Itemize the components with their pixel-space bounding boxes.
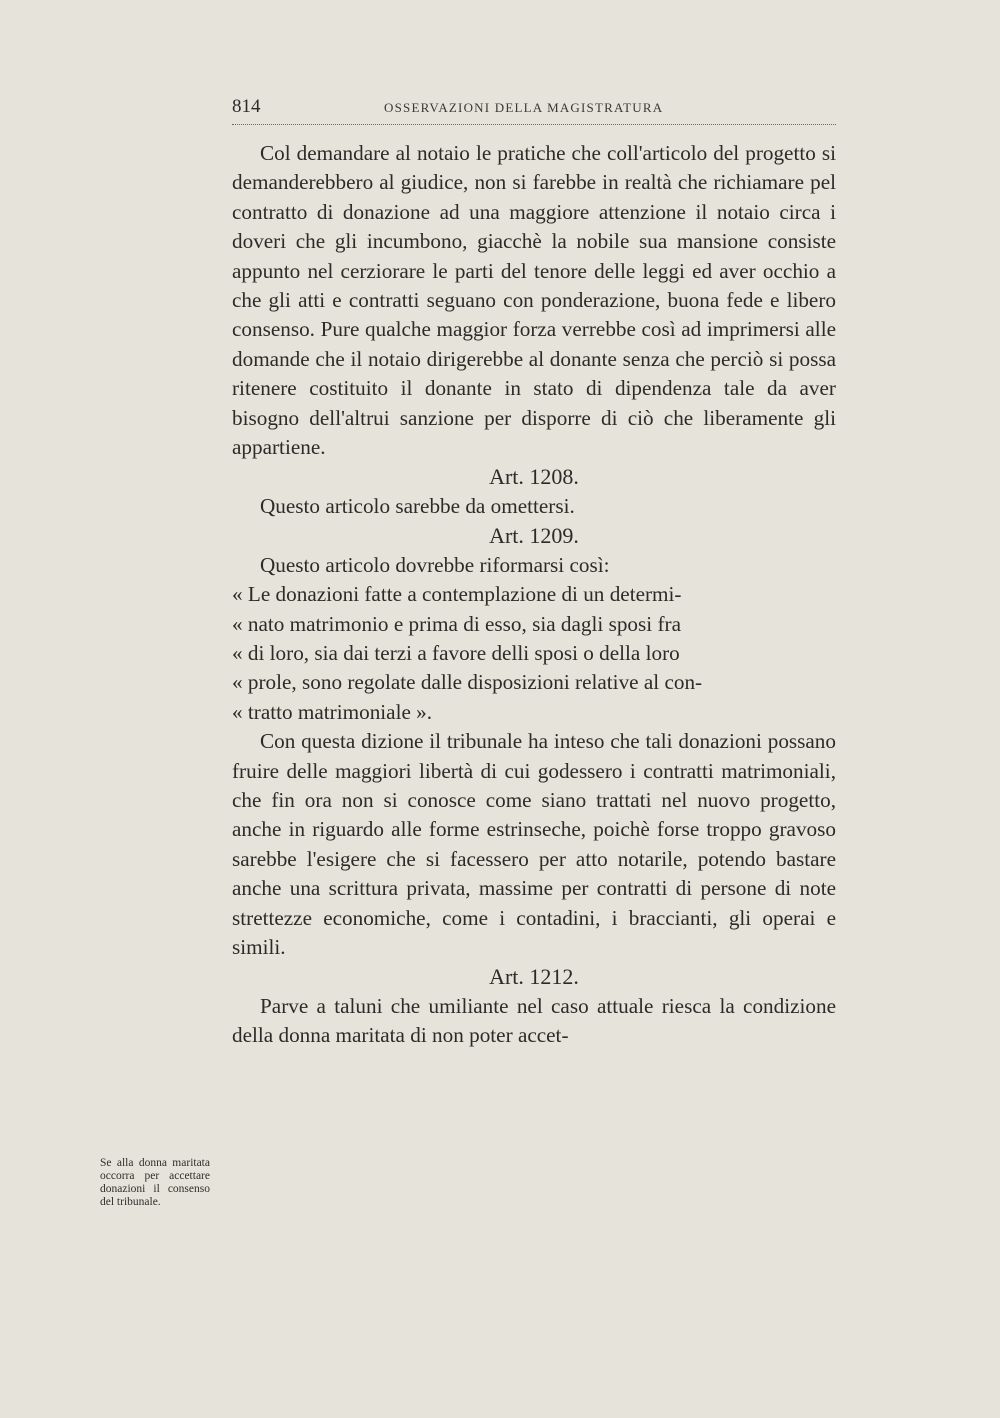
art-1208-heading: Art. 1208. — [489, 464, 579, 490]
running-head: OSSERVAZIONI DELLA MAGISTRATURA — [384, 100, 664, 115]
quote-line: « di loro, sia dai terzi a favore delli sposi o della loro — [232, 640, 680, 665]
marginal-note: Se alla donna maritata occorra per accettare donazioni il consenso del tribunale. — [100, 1157, 210, 1208]
art-1209-heading: Art. 1209. — [489, 523, 579, 549]
art-1212-heading: Art. 1212. — [489, 964, 579, 990]
quote-line: « prole, sono regolate dalle disposizioni relative al con- — [232, 670, 703, 695]
quote-line: « nato matrimonio e prima di esso, sia dagli sposi fra — [232, 611, 681, 636]
art-1212-text: Parve a taluni che umiliante nel caso attuale riesca la condizione della donna maritata di non poter accet- — [232, 993, 836, 1048]
art-1208-text: Questo articolo sarebbe da omettersi. — [260, 493, 575, 518]
quote-line: « tratto matrimoniale ». — [232, 699, 433, 724]
art-1209-comment: Con questa dizione il tribunale ha inteso che tali donazioni possano fruire delle maggiori libertà di cui godessero i contratti matrimoniali, che fin ora non si conosce come siano trattati nel nuovo progetto, anche in riguardo alle forme estrinseche, poichè forse troppo gravoso sarebbe l'esigere che si facessero per atto notarile, potendo bastare anche una scrittura privata, massime per contratti di persone di note strettezze economiche, come i contadini, i braccianti, gli operai e simili. — [232, 729, 836, 959]
art-1209-quote — [232, 580, 836, 727]
paragraph-intro: Col demandare al notaio le pratiche che coll'articolo del progetto si demanderebbero al giudice, non si farebbe in realtà che richiamare pel contratto di donazione ad una maggiore attenzione il notaio circa i doveri che gli incumbono, giacchè la nobile sua mansione consiste appunto nel cerziorare le parti del tenore delle leggi ed aver occhio a che gli atti e contratti seguano con ponderazione, buona fede e libero consenso. Pure qualche maggior forza verrebbe così ad imprimersi alle domande che il notaio dirigerebbe al donante senza che perciò si possa ritenere costituito il donante in stato di dipendenza tale da aver bisogno dell'altrui sanzione per disporre di ciò che liberamente gli appartiene. — [232, 141, 836, 460]
art-1209-intro: Questo articolo dovrebbe riformarsi così: — [260, 552, 610, 577]
page-number: 814 — [232, 96, 261, 117]
page-body — [232, 139, 836, 1051]
header-rule — [232, 124, 836, 125]
quote-line: « Le donazioni fatte a contemplazione di un determi- — [232, 582, 682, 607]
